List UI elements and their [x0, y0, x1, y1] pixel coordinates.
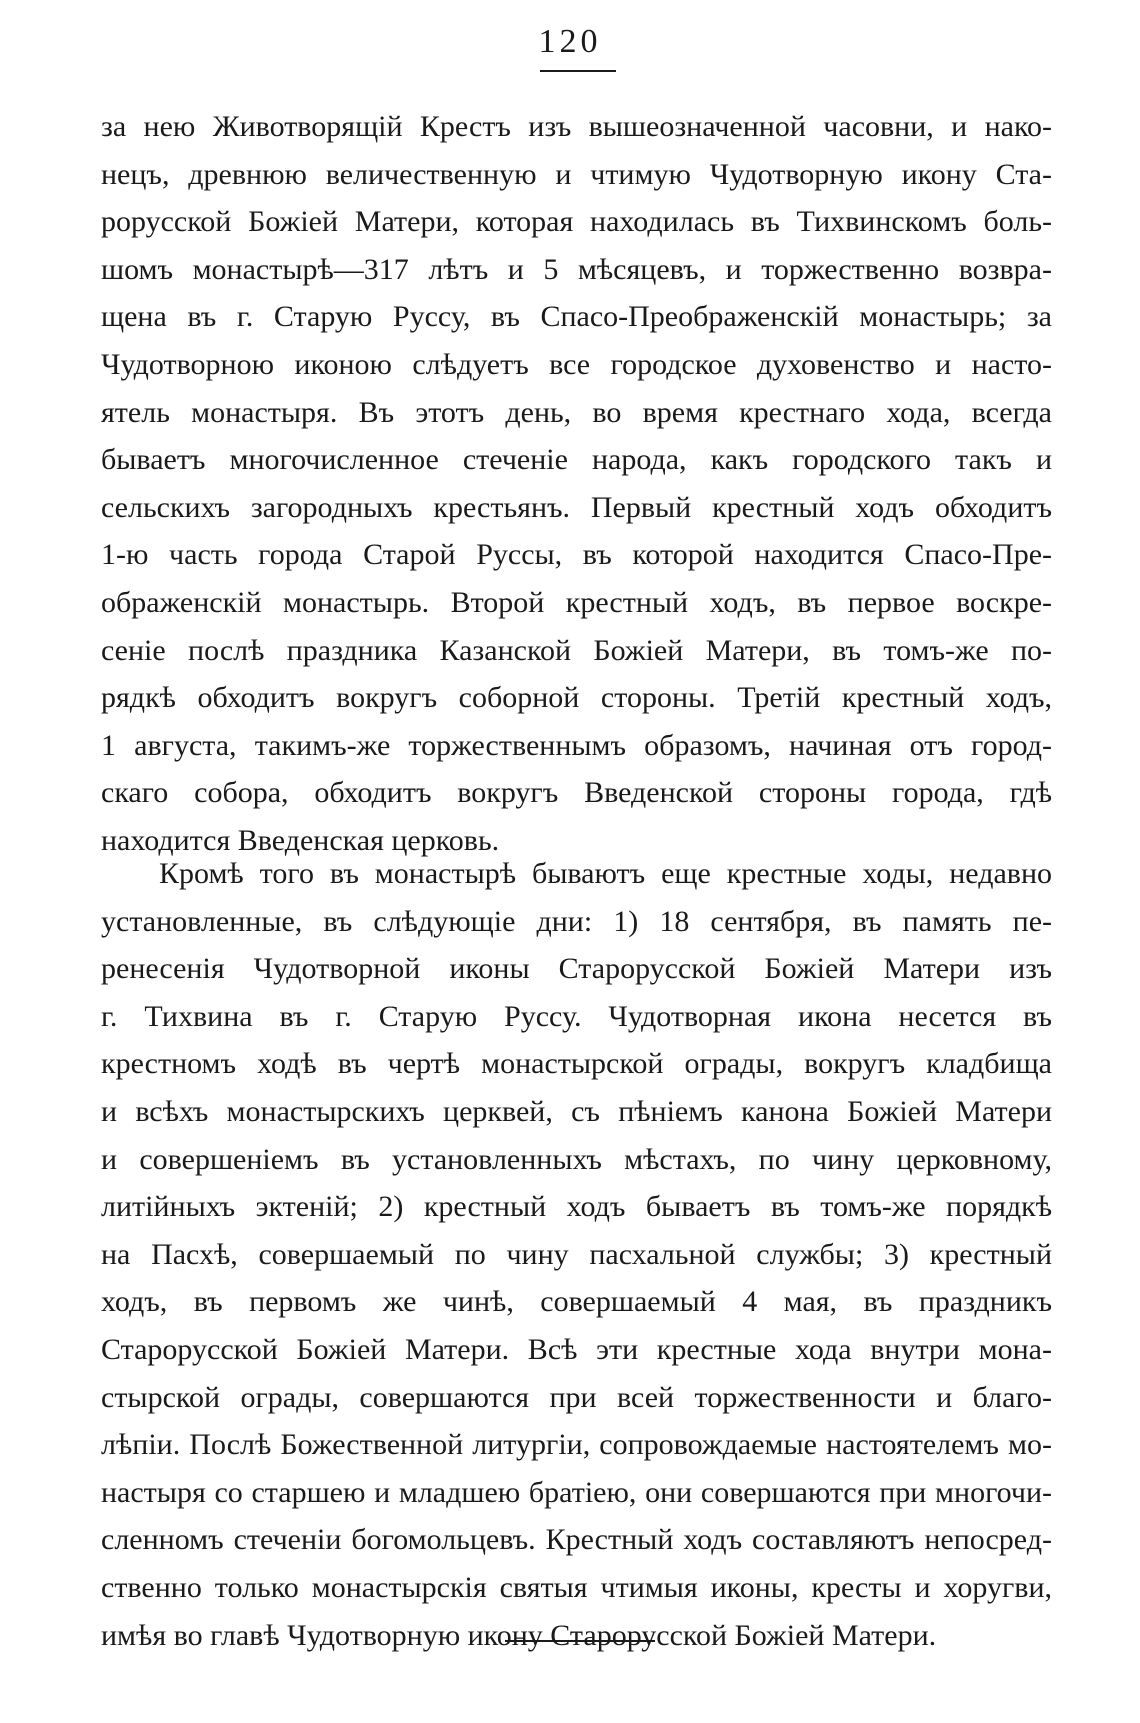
text-line: Кромѣ того въ монастырѣ бываютъ еще крестные ходы, недавно	[159, 857, 1052, 890]
text-line: настыря со старшею и младшею братіею, они совершаются при многочи-	[101, 1475, 1052, 1509]
text-line: за нею Животворящій Крестъ изъ вышеозначенной часовни, и нако-	[101, 110, 1052, 143]
text-line: установленные, въ слѣдующіе дни: 1) 18 сентября, въ память пе-	[101, 904, 1052, 938]
paragraph-2	[101, 850, 1052, 1659]
text-line: ображенскій монастырь. Второй крестный ходъ, въ первое воскре-	[101, 585, 1052, 619]
text-line: Старорусской Божіей Матери. Всѣ эти крестные хода внутри мона-	[101, 1332, 1052, 1366]
text-line: ренесенія Чудотворной иконы Старорусской Божіей Матери изъ	[101, 952, 1052, 986]
text-line: на Пасхѣ, совершаемый по чину пасхальной службы; 3) крестный	[101, 1237, 1052, 1271]
text-line: и всѣхъ монастырскихъ церквей, съ пѣніемъ канона Божіей Матери	[101, 1094, 1052, 1128]
text-line: находится Введенская церковь.	[101, 823, 500, 857]
page-number: 120	[538, 23, 602, 60]
text-line: 1-ю часть города Старой Руссы, въ которой находится Спасо-Пре-	[101, 538, 1052, 572]
text-line: имѣя во главѣ Чудотворную икону Старорусской Божіей Матери.	[101, 1618, 937, 1652]
text-line: Чудотворною иконою слѣдуетъ все городское духовенство и насто-	[101, 347, 1052, 381]
text-line: ходъ, въ первомъ же чинѣ, совершаемый 4 мая, въ праздникъ	[101, 1285, 1052, 1319]
paragraph-1	[101, 103, 1052, 865]
text-line: рорусской Божіей Матери, которая находилась въ Тихвинскомъ боль-	[101, 205, 1052, 239]
text-line: сельскихъ загородныхъ крестьянъ. Первый крестный ходъ обходитъ	[101, 490, 1052, 524]
text-line: бываетъ многочисленное стеченіе народа, какъ городского такъ и	[101, 443, 1052, 477]
text-line: и совершеніемъ въ установленныхъ мѣстахъ, по чину церковному,	[101, 1142, 1052, 1176]
text-line: лѣпіи. Послѣ Божественной литургіи, сопровождаемые настоятелемъ мо-	[101, 1428, 1052, 1462]
text-line: стырской ограды, совершаются при всей торжественности и благо-	[101, 1380, 1052, 1414]
text-line: шомъ монастырѣ—317 лѣтъ и 5 мѣсяцевъ, и торжественно возвра-	[101, 252, 1052, 286]
text-line: ственно только монастырскія святыя чтимыя иконы, кресты и хоругви,	[101, 1570, 1052, 1604]
text-line: литійныхъ эктеній; 2) крестный ходъ бываетъ въ томъ-же порядкѣ	[101, 1190, 1052, 1224]
text-line: 1 августа, такимъ-же торжественнымъ образомъ, начиная отъ город-	[101, 728, 1052, 762]
footer-rule	[505, 1640, 655, 1642]
text-line: скаго собора, обходитъ вокругъ Введенской стороны города, гдѣ	[101, 776, 1052, 810]
text-line: крестномъ ходѣ въ чертѣ монастырской ограды, вокругъ кладбища	[101, 1047, 1052, 1081]
text-line: ятель монастыря. Въ этотъ день, во время крестнаго хода, всегда	[101, 395, 1052, 429]
text-line: нецъ, древнюю величественную и чтимую Чудотворную икону Ста-	[101, 157, 1052, 191]
header-rule	[540, 70, 616, 72]
text-line: г. Тихвина въ г. Старую Руссу. Чудотворная икона несется въ	[101, 999, 1052, 1033]
text-line: щена въ г. Старую Руссу, въ Спасо-Преображенскій монастырь; за	[101, 300, 1052, 334]
text-line: сеніе послѣ праздника Казанской Божіей Матери, въ томъ-же по-	[101, 633, 1052, 667]
text-line: сленномъ стеченіи богомольцевъ. Крестный ходъ составляютъ непосред-	[101, 1523, 1052, 1557]
text-line: рядкѣ обходитъ вокругъ соборной стороны. Третій крестный ходъ,	[101, 681, 1052, 715]
